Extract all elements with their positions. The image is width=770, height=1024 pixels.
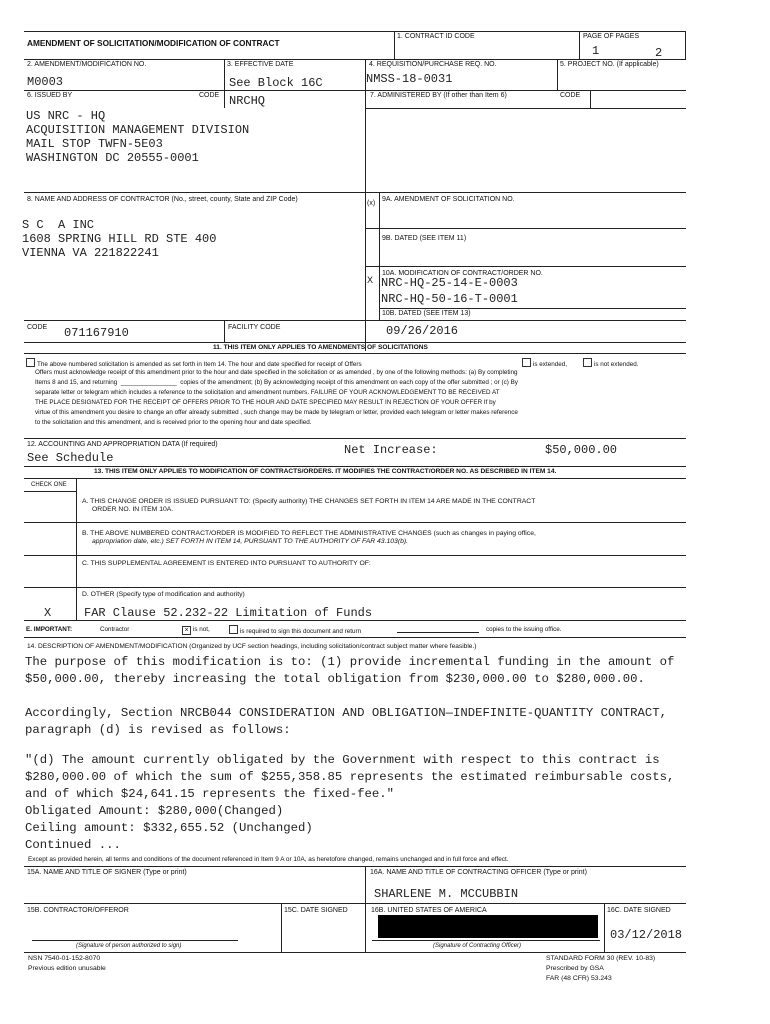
important-label: E. IMPORTANT: — [26, 626, 73, 633]
is-required-checkbox[interactable] — [229, 625, 238, 634]
item-13-title: 13. THIS ITEM ONLY APPLIES TO MODIFICATION OF CONTRACTS/ORDERS. IT MODIFIES THE CONTRACT/ORDER NO. AS DESCRIBED IN ITEM 14. — [94, 468, 557, 475]
modification-x-mark: X — [367, 275, 374, 285]
contractor-line-1: S C A INC — [22, 218, 95, 232]
contractor-line-3: VIENNA VA 221822241 — [22, 246, 159, 260]
check-one-label: CHECK ONE — [31, 482, 67, 488]
page-of-pages-label: PAGE OF PAGES — [583, 33, 640, 40]
form-title: AMENDMENT OF SOLICITATION/MODIFICATION OF CONTRACT — [27, 38, 280, 48]
date-signed-16c-label: 16C. DATE SIGNED — [607, 907, 671, 914]
issuer-line-3: MAIL STOP TWFN-5E03 — [26, 137, 163, 151]
item-11-line-4: separate letter or telegram which includes a reference to the solicitation and amendment numbers. FAILURE OF YOUR ACKNOWLEDGEMENT TO BE RECEIVED AT — [35, 389, 500, 396]
net-increase-label: Net Increase: — [344, 443, 438, 457]
contractor-code-value: 071167910 — [64, 326, 129, 340]
description-line-8: $280,000.00 of which the sum of $255,358.85 represents the estimated reimbursable costs, — [25, 770, 675, 784]
requisition-label: 4. REQUISITION/PURCHASE REQ. NO. — [369, 61, 497, 68]
modification-label: 10A. MODIFICATION OF CONTRACT/ORDER NO. — [382, 270, 543, 277]
previous-edition: Previous edition unusable — [28, 965, 106, 972]
far-reference: FAR (48 CFR) 53.243 — [546, 975, 612, 982]
issuer-line-2: ACQUISITION MANAGEMENT DIVISION — [26, 123, 250, 137]
accounting-label: 12. ACCOUNTING AND APPROPRIATION DATA (If required) — [27, 441, 218, 448]
net-increase-value: $50,000.00 — [545, 443, 618, 457]
description-line-2: $50,000.00, thereby increasing the total obligation from $230,000.00 to $280,000.00. — [25, 672, 645, 686]
description-line-7: "(d) The amount currently obligated by the Government with respect to this contract is — [25, 753, 660, 767]
option-b-line-2: appropriation date, etc.) SET FORTH IN ITEM 14, PURSUANT TO THE AUTHORITY OF FAR 43.103(b). — [92, 538, 409, 545]
modification-no-1: NRC-HQ-25-14-E-0003 — [381, 276, 518, 290]
amendment-no-label: 2. AMENDMENT/MODIFICATION NO. — [27, 61, 147, 68]
option-d-line: D. OTHER (Specify type of modification and authority) — [82, 591, 245, 598]
officer-signature-caption: (Signature of Contracting Officer) — [433, 943, 522, 949]
dated-10b-value: 09/26/2016 — [386, 324, 459, 338]
issued-by-label: 6. ISSUED BY — [27, 92, 73, 99]
page-number: 1 — [592, 44, 600, 58]
modification-no-2: NRC-HQ-50-16-T-0001 — [381, 292, 518, 306]
item-11-line-6: virtue of this amendment you desire to change an offer already submitted , such change may be made by telegram or letter, provided each telegram or letter makes reference — [35, 409, 518, 416]
description-line-1: The purpose of this modification is to: (1) provide incremental funding in the amount of — [25, 655, 675, 669]
option-d-x-mark: X — [44, 606, 52, 620]
contract-id-label: 1. CONTRACT ID CODE — [397, 33, 475, 40]
redacted-signature — [378, 915, 598, 938]
amendment-no-value: M0003 — [27, 75, 64, 89]
item-11-line-2: Offers must acknowledge receipt of this amendment prior to the hour and date specified in the solicitation or as amended , by one of the following methods: (a) By completing — [35, 369, 518, 376]
nsn-number: NSN 7540-01-152-8070 — [28, 955, 101, 962]
facility-code-label: FACILITY CODE — [228, 324, 281, 331]
description-line-11: Ceiling amount: $332,655.52 (Unchanged) — [25, 821, 313, 835]
administered-code-label: CODE — [560, 92, 581, 99]
amend-solicitation-label: 9A. AMENDMENT OF SOLICITATION NO. — [382, 196, 515, 203]
item-11-title: 11. THIS ITEM ONLY APPLIES TO AMENDMENTS OF SOLICITATIONS — [213, 344, 428, 351]
item-11-line-1: The above numbered solicitation is amended as set forth in Item 14. The hour and date specified for receipt of Offers — [26, 358, 362, 369]
description-line-9: and of which $24,641.15 represents the fixed-fee." — [25, 787, 394, 801]
option-c-line: C. THIS SUPPLEMENTAL AGREEMENT IS ENTERED INTO PURSUANT TO AUTHORITY OF: — [82, 560, 371, 567]
officer-name: SHARLENE M. MCCUBBIN — [374, 887, 519, 901]
prescribed-by: Prescribed by GSA — [546, 965, 604, 972]
effective-date-label: 3. EFFECTIVE DATE — [227, 61, 294, 68]
contractor-line-2: 1608 SPRING HILL RD STE 400 — [22, 232, 217, 246]
requisition-value: NMSS-18-0031 — [366, 72, 453, 86]
contractor-code-label: CODE — [27, 324, 48, 331]
issuer-line-4: WASHINGTON DC 20555-0001 — [26, 151, 199, 165]
extended-option: is extended, — [522, 358, 567, 369]
option-a-line-2: ORDER NO. IN ITEM 10A. — [92, 506, 174, 513]
copies-text: copies to the issuing office. — [486, 626, 562, 633]
item-11-line-3: Items 8 and 15, and returning ________________ copies of the amendment; (b) By acknowledging receipt of this amendment on each copy of the offer submitted ; or (c) By — [35, 379, 518, 386]
usa-label: 16B. UNITED STATES OF AMERICA — [371, 907, 487, 914]
description-label: 14. DESCRIPTION OF AMENDMENT/MODIFICATION (Organized by UCF section headings, including solicitation/contract subject matter where feasible.) — [27, 643, 477, 650]
issuer-line-1: US NRC - HQ — [26, 109, 106, 123]
dated-10b-label: 10B. DATED (SEE ITEM 13) — [382, 310, 471, 317]
dated-9b-label: 9B. DATED (SEE ITEM 11) — [382, 235, 467, 242]
administered-by-label: 7. ADMINISTERED BY (If other than Item 6) — [370, 92, 507, 99]
extended-checkbox[interactable] — [522, 358, 531, 367]
is-required-option: is required to sign this document and return — [229, 625, 361, 636]
solicitation-checkbox[interactable] — [26, 358, 35, 367]
contractor-word: Contractor — [100, 626, 130, 633]
signer-label: 15A. NAME AND TITLE OF SIGNER (Type or print) — [27, 869, 187, 876]
description-line-12: Continued ... — [25, 838, 121, 852]
issued-code-label: CODE — [199, 92, 220, 99]
option-a-line-1: A. THIS CHANGE ORDER IS ISSUED PURSUANT TO: (Specify authority) THE CHANGES SET FORTH IN ITEM 14 ARE MADE IN THE CONTRACT — [82, 498, 536, 505]
contractor-label: 8. NAME AND ADDRESS OF CONTRACTOR (No., street, county, State and ZIP Code) — [27, 196, 298, 203]
item-11-line-5: THE PLACE DESIGNATED FOR THE RECEIPT OF OFFERS PRIOR TO THE HOUR AND DATE SPECIFIED MAY RESULT IN REJECTION OF YOUR OFFER If by — [35, 399, 496, 406]
not-extended-checkbox[interactable] — [583, 358, 592, 367]
description-line-10: Obligated Amount: $280,000(Changed) — [25, 804, 284, 818]
except-statement: Except as provided herein, all terms and conditions of the document referenced in Item 9 A or 10A, as heretofore changed, remains unchanged and in full force and effect. — [28, 856, 509, 863]
date-signed-16c-value: 03/12/2018 — [610, 928, 683, 942]
is-not-option: × is not, — [182, 625, 210, 635]
description-line-4: Accordingly, Section NRCB044 CONSIDERATION AND OBLIGATION—INDEFINITE-QUANTITY CONTRACT, — [25, 706, 668, 720]
accounting-value: See Schedule — [27, 451, 114, 465]
officer-label: 16A. NAME AND TITLE OF CONTRACTING OFFICER (Type or print) — [370, 869, 587, 876]
issued-code-value: NRCHQ — [229, 94, 266, 108]
option-d-authority: FAR Clause 52.232-22 Limitation of Funds — [84, 606, 373, 620]
page-count: 2 — [655, 46, 663, 60]
option-b-line-1: B. THE ABOVE NUMBERED CONTRACT/ORDER IS MODIFIED TO REFLECT THE ADMINISTRATIVE CHANGES (such as changes in paying office, — [82, 530, 536, 537]
x-column-label: (x) — [367, 200, 376, 207]
is-not-checkbox[interactable]: × — [182, 626, 191, 635]
standard-form: STANDARD FORM 30 (REV. 10-83) — [546, 955, 656, 962]
description-line-5: paragraph (d) is revised as follows: — [25, 723, 291, 737]
date-signed-15c-label: 15C. DATE SIGNED — [284, 907, 348, 914]
effective-date-value: See Block 16C — [229, 76, 323, 90]
contractor-offeror-label: 15B. CONTRACTOR/OFFEROR — [27, 907, 129, 914]
project-no-label: 5. PROJECT NO. (If applicable) — [560, 61, 659, 68]
not-extended-option: is not extended. — [583, 358, 638, 369]
item-11-line-7: to the solicitation and this amendment, and is received prior to the opening hour and date specified. — [35, 419, 312, 426]
signer-signature-caption: (Signature of person authorized to sign) — [76, 943, 182, 949]
